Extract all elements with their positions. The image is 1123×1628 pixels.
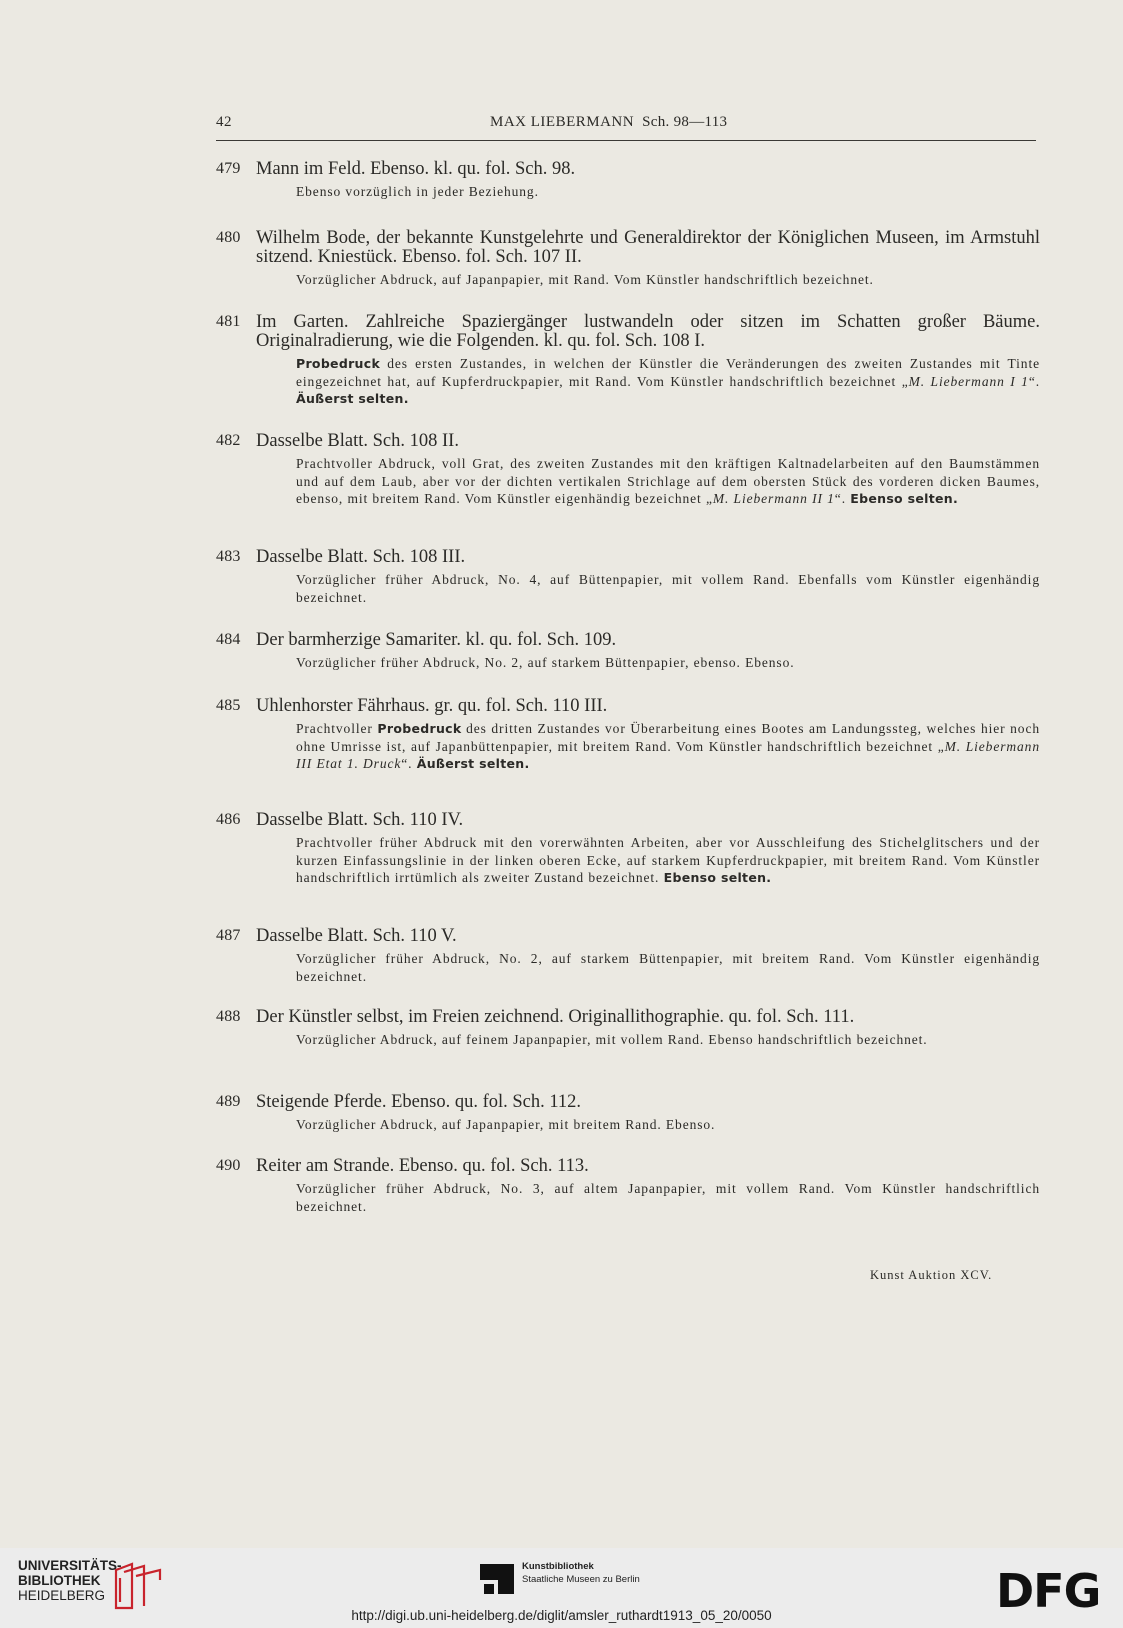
entry-title: Dasselbe Blatt. Sch. 110 IV. (256, 810, 464, 830)
entry-title: Im Garten. Zahlreiche Spaziergänger lustwandeln oder sitzen im Schatten großer Bäume. Originalradierung, wie die Folgenden. kl. qu. fol. Sch. 108 I. (256, 312, 1040, 351)
entry-title: Uhlenhorster Fährhaus. gr. qu. fol. Sch. 110 III. (256, 696, 608, 716)
signature-text: M. Liebermann II 1 (712, 491, 835, 506)
running-header (216, 114, 1040, 136)
emphasis-text: Äußerst selten. (296, 391, 409, 406)
ub-line-3: HEIDELBERG (18, 1588, 106, 1603)
description-text: Prachtvoller Abdruck, voll Grat, des zweiten Zustandes mit den kräftigen Kaltnadelarbeiten auf den Baumstämmen und auf dem Laub, aber vor der dichten vertikalen Strichlage auf dem obersten Stück des vorderen dicken Baumes, ebenso, mit breitem Rand. Vom Künstler eigenhändig bezeichnet „ (296, 456, 1040, 506)
entry-number: 481 (216, 313, 241, 330)
entry-title: Steigende Pferde. Ebenso. qu. fol. Sch. 112. (256, 1092, 582, 1112)
catalog-entry (216, 811, 1040, 887)
entry-description (296, 950, 1040, 985)
ub-heidelberg-logo-icon (110, 1560, 168, 1612)
footer-bar (0, 1548, 1123, 1628)
kunstbibliothek-logo[interactable] (478, 1560, 678, 1600)
entry-description (296, 183, 1040, 201)
description-text: Vorzüglicher Abdruck, auf Japanpapier, mit Rand. Vom Künstler handschriftlich bezeichnet. (296, 272, 874, 287)
catalog-entry (216, 1157, 1040, 1215)
entry-description (296, 1031, 1040, 1049)
emphasis-text: Ebenso selten. (663, 870, 772, 885)
catalog-entry (216, 1093, 1040, 1134)
entry-description (296, 1180, 1040, 1215)
description-text: Vorzüglicher früher Abdruck, No. 2, auf starkem Büttenpapier, mit breitem Rand. Vom Künstler eigenhändig bezeichnet. (296, 951, 1040, 984)
entry-description (296, 271, 1040, 289)
document-url[interactable]: http://digi.ub.uni-heidelberg.de/diglit/amsler_ruthardt1913_05_20/0050 (351, 1608, 772, 1623)
entry-title: Mann im Feld. Ebenso. kl. qu. fol. Sch. 98. (256, 159, 576, 179)
description-text: des dritten Zustandes vor Überarbeitung eines Bootes am Landungssteg, welches hier noch ohne Umrisse ist, auf Japanbüttenpapier, mit breitem Rand. Vom Künstler handschriftlich bezeichnet „ (296, 721, 1040, 754)
entry-title: Dasselbe Blatt. Sch. 108 III. (256, 547, 466, 567)
catalog-entry (216, 160, 1040, 201)
kb-subtitle: Staatliche Museen zu Berlin (522, 1574, 640, 1585)
entry-number: 490 (216, 1157, 241, 1174)
description-text: Vorzüglicher früher Abdruck, No. 4, auf Büttenpapier, mit vollem Rand. Ebenfalls vom Künstler eigenhändig bezeichnet. (296, 572, 1040, 605)
description-text: Vorzüglicher Abdruck, auf Japanpapier, mit breitem Rand. Ebenso. (296, 1117, 716, 1132)
catalog-entry (216, 1008, 1040, 1049)
entry-description (296, 455, 1040, 508)
description-text: “. (1028, 373, 1040, 389)
entry-number: 482 (216, 432, 241, 449)
ub-logo-text (18, 1558, 122, 1603)
catalog-entry (216, 631, 1040, 672)
emphasis-text: Ebenso selten. (850, 491, 958, 506)
entry-title: Reiter am Strande. Ebenso. qu. fol. Sch. 113. (256, 1156, 589, 1176)
header-range: Sch. 98—113 (642, 114, 728, 130)
entry-number: 487 (216, 927, 241, 944)
entry-description (296, 834, 1040, 887)
catalog-entry (216, 548, 1040, 606)
catalog-entry (216, 432, 1040, 508)
catalog-entry (216, 313, 1040, 408)
description-text: Prachtvoller früher Abdruck mit den vorerwähnten Arbeiten, aber vor Ausschleifung des Stichelglitschers und der kurzen Einfassungslinie in der linken oberen Ecke, auf starkem Kupferdruckpapier, mit breitem Rand. Vom Künstler handschriftlich irrtümlich als zweiter Zustand bezeichnet. (296, 835, 1040, 885)
entry-number: 479 (216, 160, 241, 177)
entry-title: Dasselbe Blatt. Sch. 108 II. (256, 431, 459, 451)
description-text: Ebenso vorzüglich in jeder Beziehung. (296, 184, 539, 199)
dfg-logo[interactable]: DFG (996, 1564, 1101, 1618)
entry-title: Der barmherzige Samariter. kl. qu. fol. Sch. 109. (256, 630, 617, 650)
entry-description (296, 654, 1040, 672)
entry-description (296, 1116, 1040, 1134)
description-text: Vorzüglicher früher Abdruck, No. 3, auf altem Japanpapier, mit vollem Rand. Vom Künstler handschriftlich bezeichnet. (296, 1181, 1040, 1214)
entry-title: Der Künstler selbst, im Freien zeichnend. Originallithographie. qu. fol. Sch. 111. (256, 1007, 855, 1027)
page-number: 42 (216, 114, 232, 130)
emphasis-text: Probedruck (377, 721, 462, 736)
signature-text: M. Liebermann I 1 (908, 373, 1029, 389)
entry-description (296, 355, 1040, 408)
entry-number: 480 (216, 229, 241, 246)
description-text: “. (401, 756, 417, 771)
emphasis-text: Äußerst selten. (416, 756, 530, 771)
kb-text (522, 1560, 640, 1586)
description-text: Vorzüglicher früher Abdruck, No. 2, auf starkem Büttenpapier, ebenso. Ebenso. (296, 655, 795, 670)
description-text: Vorzüglicher Abdruck, auf feinem Japanpapier, mit vollem Rand. Ebenso handschriftlich bezeichnet. (296, 1032, 928, 1047)
description-text: Prachtvoller (296, 721, 378, 736)
description-text: “. (834, 491, 851, 506)
entry-title: Wilhelm Bode, der bekannte Kunstgelehrte und Generaldirektor der Königlichen Museen, im Armstuhl sitzend. Kniestück. Ebenso. fol. Sch. 107 II. (256, 228, 1040, 267)
entry-number: 484 (216, 631, 241, 648)
signature-mark: Kunst Auktion XCV. (870, 1268, 993, 1282)
entry-description (296, 571, 1040, 606)
entry-number: 483 (216, 548, 241, 565)
kb-title: Kunstbibliothek (522, 1561, 594, 1572)
catalog-entry (216, 927, 1040, 985)
entry-description (296, 720, 1040, 773)
entry-number: 488 (216, 1008, 241, 1025)
catalog-entry (216, 697, 1040, 773)
entry-number: 486 (216, 811, 241, 828)
emphasis-text: Probedruck (296, 356, 381, 371)
entry-number: 489 (216, 1093, 241, 1110)
entry-number: 485 (216, 697, 241, 714)
description-text: des ersten Zustandes, in welchen der Künstler die Veränderungen des zweiten Zustandes mit Tinte eingezeichnet hat, auf Kupferdruckpapier, mit Rand. Vom Künstler handschriftlich bezeichnet „ (296, 356, 1040, 389)
running-title (490, 114, 727, 131)
header-rule (216, 140, 1036, 141)
kunstbibliothek-logo-icon (478, 1560, 516, 1598)
signature-text: M. Liebermann III Etat 1. Druck (296, 738, 1040, 771)
ub-line-2: BIBLIOTHEK (18, 1573, 101, 1588)
entry-title: Dasselbe Blatt. Sch. 110 V. (256, 926, 457, 946)
header-title: MAX LIEBERMANN (490, 114, 635, 130)
catalog-entry (216, 229, 1040, 289)
ub-line-1: UNIVERSITÄTS- (18, 1558, 122, 1573)
